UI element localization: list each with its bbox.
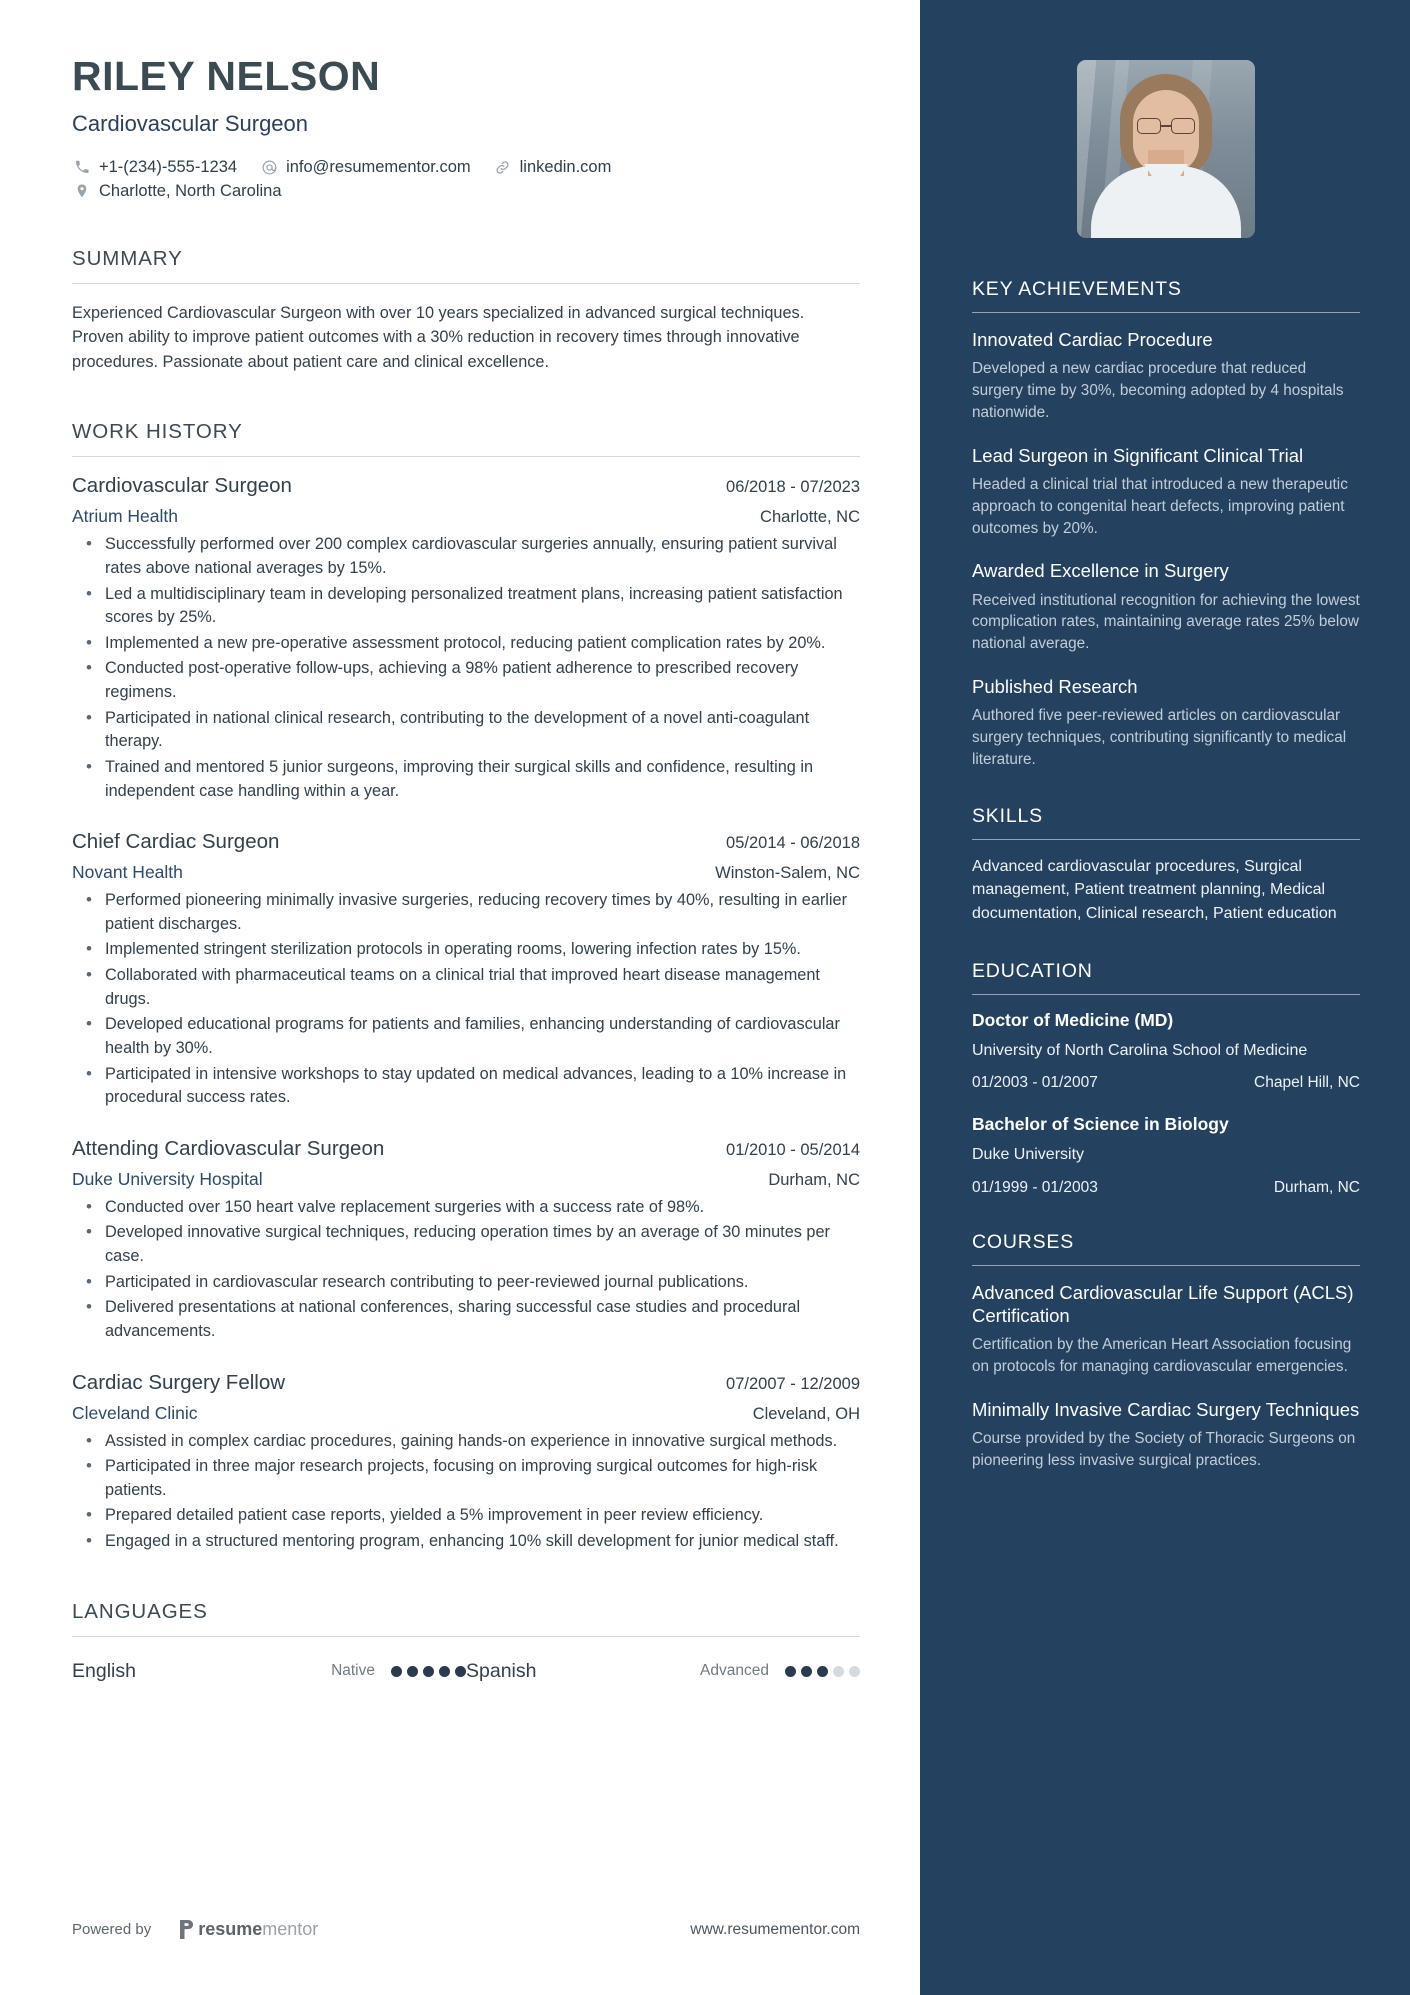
job-dates: 06/2018 - 07/2023 <box>726 478 860 497</box>
education-item <box>972 1114 1360 1196</box>
job-bullet: • Participated in three major research projects, focusing on improving surgical outcomes for high-risk patients. <box>72 1455 860 1502</box>
contact-email-text: info@resumementor.com <box>286 157 471 176</box>
course-description: Course provided by the Society of Thoracic Surgeons on pioneering less invasive surgical practices. <box>972 1429 1356 1469</box>
job-bullet: • Led a multidisciplinary team in developing personalized treatment plans, increasing patient satisfaction scores by 25%. <box>72 583 860 630</box>
skills-divider <box>972 839 1360 840</box>
job-header-row <box>72 1137 860 1161</box>
job-bullet: • Developed innovative surgical techniques, reducing operation times by an average of 30 minutes per case. <box>72 1221 860 1268</box>
map-pin-icon <box>72 181 92 201</box>
languages-divider <box>72 1636 860 1637</box>
achievement-description: Received institutional recognition for achieving the lowest complication rates, maintaining average rates 25% below national average. <box>972 591 1360 653</box>
page-title: RILEY NELSON <box>72 53 381 99</box>
summary-divider <box>72 283 860 284</box>
job-bullet: • Trained and mentored 5 junior surgeons, improving their surgical skills and confidence, resulting in independent case handling within a year. <box>72 756 860 803</box>
job-role: Cardiovascular Surgeon <box>72 474 292 498</box>
achievement-title: Lead Surgeon in Significant Clinical Trial <box>972 444 1304 466</box>
course-description: Certification by the American Heart Association focusing on protocols for managing cardiovascular emergencies. <box>972 1335 1352 1375</box>
job-location: Cleveland, OH <box>752 1404 860 1423</box>
language-rating <box>391 1666 466 1677</box>
resume-sidebar <box>920 0 1410 1995</box>
contact-email <box>259 157 471 177</box>
job-header-row <box>72 1371 860 1395</box>
job-bullet: • Assisted in complex cardiac procedures, gaining hands-on experience in innovative surgical methods. <box>72 1430 860 1454</box>
job-bullet-list <box>72 533 860 803</box>
work-history-list <box>72 474 860 1553</box>
job-bullet: • Successfully performed over 200 complex cardiovascular surgeries annually, ensuring patient survival rates above national averages by 15%. <box>72 533 860 580</box>
contact-line-1 <box>72 157 860 177</box>
rating-dot <box>391 1666 402 1677</box>
languages-heading: LANGUAGES <box>72 1599 208 1623</box>
rating-dot <box>849 1666 860 1677</box>
contact-location-text: Charlotte, North Carolina <box>99 181 282 200</box>
language-name: English <box>72 1659 136 1682</box>
achievement-item <box>972 444 1360 540</box>
contact-line-2 <box>72 181 860 201</box>
job-bullet: • Prepared detailed patient case reports, yielded a 5% improvement in peer review efficiency. <box>72 1504 860 1528</box>
education-meta-row <box>972 1179 1360 1197</box>
job-dates: 01/2010 - 05/2014 <box>726 1140 860 1159</box>
skills-text: Advanced cardiovascular procedures, Surgical management, Patient treatment planning, Medical documentation, Clinical research, Patient education <box>972 857 1337 923</box>
job-bullet: • Performed pioneering minimally invasive surgeries, reducing recovery times by 40%, resulting in earlier patient discharges. <box>72 889 860 936</box>
contact-linkedin <box>493 157 612 177</box>
work-history-item <box>72 1137 860 1344</box>
education-meta-row <box>972 1074 1360 1092</box>
footer <box>72 1919 860 1940</box>
education-dates: 01/2003 - 01/2007 <box>972 1074 1098 1092</box>
education-location: Durham, NC <box>1273 1178 1360 1196</box>
contact-linkedin-text: linkedin.com <box>519 157 612 176</box>
job-bullet-list <box>72 889 860 1110</box>
work-history-heading: WORK HISTORY <box>72 420 243 444</box>
job-header-row <box>72 474 860 498</box>
education-heading: EDUCATION <box>972 959 1093 982</box>
education-divider <box>972 994 1360 995</box>
job-location: Durham, NC <box>768 1170 860 1189</box>
language-name: Spanish <box>466 1659 537 1682</box>
contact-details <box>72 157 860 201</box>
job-dates: 07/2007 - 12/2009 <box>726 1374 860 1393</box>
rating-dot <box>439 1666 450 1677</box>
education-school: Duke University <box>972 1146 1085 1164</box>
powered-by-label: Powered by <box>72 1921 152 1938</box>
job-bullet: • Delivered presentations at national conferences, sharing successful case studies and procedural advancements. <box>72 1296 860 1343</box>
job-role: Cardiac Surgery Fellow <box>72 1370 286 1394</box>
job-subheader-row <box>72 506 860 527</box>
job-bullet: • Collaborated with pharmaceutical teams on a clinical trial that improved heart disease management drugs. <box>72 964 860 1011</box>
achievement-title: Awarded Excellence in Surgery <box>972 560 1229 582</box>
job-bullet: • Conducted post-operative follow-ups, achieving a 98% patient adherence to prescribed recovery regimens. <box>72 657 860 704</box>
language-item <box>466 1660 860 1683</box>
achievement-description: Headed a clinical trial that introduced a new therapeutic approach to congenital heart defects, improving patient outcomes by 20%. <box>972 475 1348 537</box>
job-bullet: • Participated in cardiovascular research contributing to peer-reviewed journal publications. <box>72 1271 860 1295</box>
education-location: Chapel Hill, NC <box>1254 1074 1360 1092</box>
job-role: Chief Cardiac Surgeon <box>72 830 280 854</box>
avatar <box>1077 60 1255 238</box>
course-item <box>972 1281 1360 1378</box>
link-icon <box>493 157 513 177</box>
rating-dot <box>407 1666 418 1677</box>
education-list <box>972 1010 1360 1197</box>
course-item <box>972 1398 1360 1472</box>
logo-text-light: mentor <box>262 1919 319 1939</box>
section-skills <box>972 805 1360 926</box>
courses-list <box>972 1281 1360 1472</box>
section-education <box>972 960 1360 1197</box>
job-bullet: • Engaged in a structured mentoring program, enhancing 10% skill development for junior medical staff. <box>72 1530 860 1554</box>
at-email-icon <box>259 157 279 177</box>
rating-dot <box>817 1666 828 1677</box>
rating-dot <box>833 1666 844 1677</box>
work-history-item <box>72 1371 860 1554</box>
contact-phone-text: +1-(234)-555-1234 <box>99 157 238 176</box>
section-key-achievements <box>972 278 1360 771</box>
courses-divider <box>972 1265 1360 1266</box>
resumementor-logo <box>179 1919 318 1940</box>
rating-dot <box>785 1666 796 1677</box>
language-level: Native <box>331 1662 375 1680</box>
education-dates: 01/1999 - 01/2003 <box>972 1178 1098 1196</box>
achievement-title: Innovated Cardiac Procedure <box>972 329 1213 350</box>
glasses-icon <box>1135 118 1197 135</box>
job-subheader-row <box>72 1169 860 1190</box>
footer-url: www.resumementor.com <box>690 1920 860 1938</box>
job-dates: 05/2014 - 06/2018 <box>726 834 860 853</box>
job-subheader-row <box>72 862 860 883</box>
contact-location <box>72 181 282 201</box>
job-header-row <box>72 830 860 854</box>
achievement-item <box>972 328 1360 424</box>
job-bullet: • Implemented stringent sterilization protocols in operating rooms, lowering infection rates by 15%. <box>72 938 860 962</box>
job-bullet: • Participated in intensive workshops to stay updated on medical advances, leading to a 10% increase in procedural success rates. <box>72 1063 860 1110</box>
summary-text: Experienced Cardiovascular Surgeon with over 10 years specialized in advanced surgical techniques. Proven ability to improve patient outcomes with a 30% reduction in recovery times through innovative procedures. Passionate about patient care and clinical excellence. <box>72 304 805 371</box>
job-bullet-list <box>72 1196 860 1344</box>
section-courses <box>972 1231 1360 1472</box>
education-degree: Bachelor of Science in Biology <box>972 1114 1229 1135</box>
language-item <box>72 1660 466 1683</box>
work-history-divider <box>72 456 860 457</box>
education-school: University of North Carolina School of Medicine <box>972 1041 1308 1059</box>
section-work-history <box>72 420 860 1553</box>
header-job-title: Cardiovascular Surgeon <box>72 111 309 137</box>
achievement-title: Published Research <box>972 676 1138 698</box>
key-achievements-heading: KEY ACHIEVEMENTS <box>972 278 1182 300</box>
achievement-description: Authored five peer-reviewed articles on cardiovascular surgery techniques, contributing significantly to medical literature. <box>972 707 1347 768</box>
course-title: Advanced Cardiovascular Life Support (ACLS) Certification <box>972 1281 1354 1326</box>
job-company: Cleveland Clinic <box>72 1402 198 1423</box>
work-history-item <box>72 830 860 1110</box>
language-rating <box>785 1666 860 1677</box>
logo-text-bold: resume <box>198 1919 263 1939</box>
education-degree: Doctor of Medicine (MD) <box>972 1009 1174 1030</box>
work-history-item <box>72 474 860 803</box>
job-bullet-list <box>72 1430 860 1554</box>
languages-list <box>72 1654 860 1683</box>
section-languages <box>72 1600 860 1683</box>
section-summary <box>72 247 860 374</box>
rating-dot <box>455 1666 466 1677</box>
contact-phone <box>72 157 237 177</box>
skills-heading: SKILLS <box>972 804 1043 827</box>
job-bullet: • Implemented a new pre-operative assessment protocol, reducing patient complication rates by 20%. <box>72 632 860 656</box>
job-role: Attending Cardiovascular Surgeon <box>72 1136 385 1160</box>
job-company: Duke University Hospital <box>72 1168 263 1189</box>
achievement-description: Developed a new cardiac procedure that reduced surgery time by 30%, becoming adopted by 4 hospitals nationwide. <box>972 360 1344 421</box>
job-subheader-row <box>72 1403 860 1424</box>
courses-heading: COURSES <box>972 1230 1075 1253</box>
education-item <box>972 1010 1360 1092</box>
logo-mark-icon <box>179 1920 194 1939</box>
language-level: Advanced <box>700 1662 769 1680</box>
rating-dot <box>423 1666 434 1677</box>
job-bullet: • Developed educational programs for patients and families, enhancing understanding of cardiovascular health by 30%. <box>72 1013 860 1060</box>
rating-dot <box>801 1666 812 1677</box>
job-bullet: • Participated in national clinical research, contributing to the development of a novel anti-coagulant therapy. <box>72 707 860 754</box>
job-company: Atrium Health <box>72 506 179 527</box>
course-title: Minimally Invasive Cardiac Surgery Techniques <box>972 1398 1360 1420</box>
achievement-item <box>972 559 1360 655</box>
key-achievements-divider <box>972 312 1360 313</box>
achievement-item <box>972 675 1360 771</box>
job-location: Charlotte, NC <box>760 508 860 527</box>
job-location: Winston-Salem, NC <box>715 864 860 883</box>
profile-photo-wrapper <box>972 60 1360 238</box>
job-company: Novant Health <box>72 862 183 883</box>
phone-icon <box>72 157 92 177</box>
summary-heading: SUMMARY <box>72 247 183 271</box>
key-achievements-list <box>972 328 1360 771</box>
job-bullet: • Conducted over 150 heart valve replacement surgeries with a success rate of 98%. <box>72 1196 860 1220</box>
